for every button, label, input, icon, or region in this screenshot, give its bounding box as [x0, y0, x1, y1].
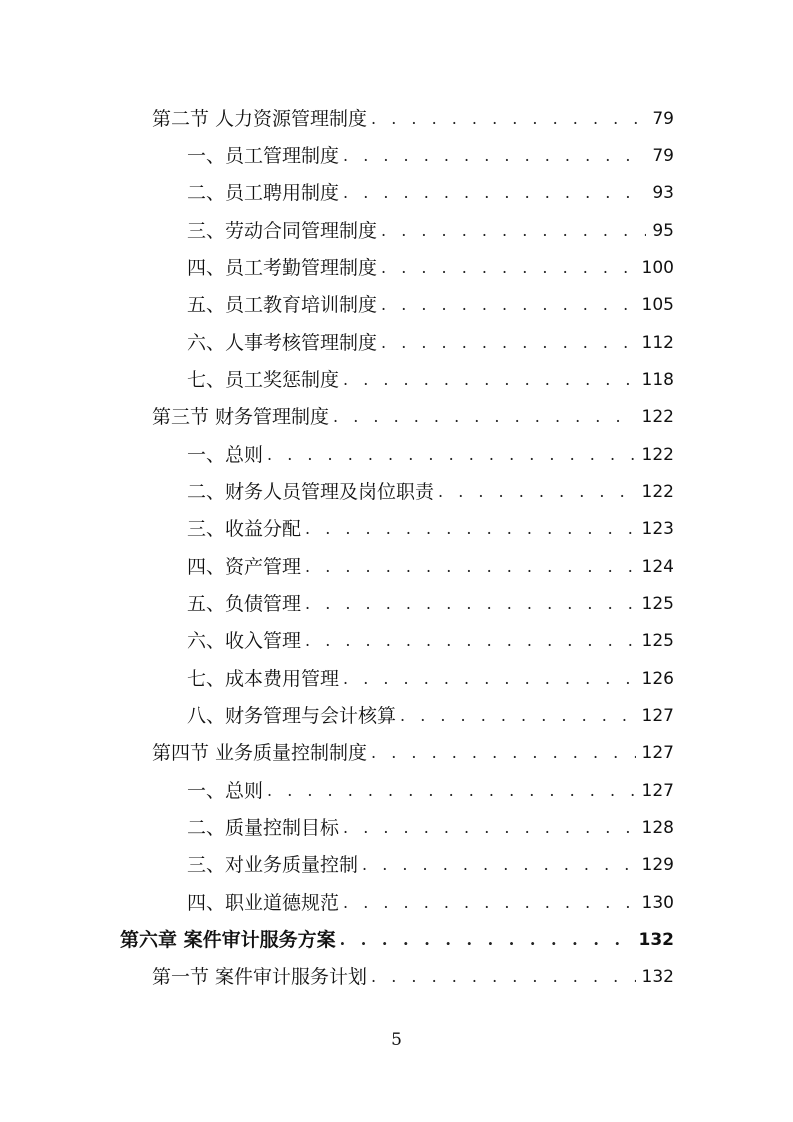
toc-entry[interactable] [187, 365, 674, 395]
toc-entry[interactable] [187, 290, 674, 320]
toc-entry-title: 六、收入管理 [187, 630, 302, 652]
dot-leader [400, 701, 636, 731]
toc-entry-page: 127 [641, 706, 674, 726]
toc-entry-title: 三、对业务质量控制 [187, 854, 359, 876]
toc-entry-title: 二、员工聘用制度 [187, 182, 340, 204]
toc-entry-title: 八、财务管理与会计核算 [187, 705, 397, 727]
dot-leader [267, 440, 636, 470]
toc-entry-page: 79 [652, 146, 674, 166]
dot-leader [381, 328, 636, 358]
toc-entry-page: 129 [641, 855, 674, 875]
toc-entry-page: 130 [641, 893, 674, 913]
toc-entry[interactable] [187, 514, 674, 544]
toc-entry-title: 四、资产管理 [187, 556, 302, 578]
dot-leader [371, 962, 636, 992]
dot-leader [371, 104, 646, 134]
toc-entry[interactable] [187, 141, 674, 171]
toc-entry-page: 128 [641, 818, 674, 838]
dot-leader [371, 738, 636, 768]
toc-entry-section-1[interactable] [152, 962, 674, 992]
dot-leader [362, 850, 636, 880]
toc-entry-title: 五、负债管理 [187, 593, 302, 615]
toc-entry-page: 125 [641, 594, 674, 614]
toc-entry-page: 126 [641, 669, 674, 689]
toc-entry-page: 95 [652, 221, 674, 241]
toc-entry-page: 123 [641, 519, 674, 539]
toc-entry-chapter-6[interactable] [120, 925, 674, 955]
toc-entry-title: 第二节 人力资源管理制度 [152, 108, 368, 130]
toc-entry-title: 二、质量控制目标 [187, 817, 340, 839]
toc-entry-title: 五、员工教育培训制度 [187, 294, 378, 316]
toc-entry-page: 93 [652, 183, 674, 203]
dot-leader [381, 216, 646, 246]
toc-entry-title: 一、总则 [187, 444, 264, 466]
toc-entry-section-3[interactable] [152, 402, 674, 432]
dot-leader [343, 813, 636, 843]
toc-entry-section-4[interactable] [152, 738, 674, 768]
dot-leader [305, 514, 636, 544]
toc-entry[interactable] [187, 626, 674, 656]
dot-leader [340, 925, 633, 955]
dot-leader [305, 552, 636, 582]
toc-entry-page: 122 [641, 407, 674, 427]
toc-entry-page: 79 [652, 109, 674, 129]
toc-entry[interactable] [187, 216, 674, 246]
dot-leader [381, 290, 636, 320]
toc-entry-title: 第四节 业务质量控制制度 [152, 742, 368, 764]
toc-entry-title: 第三节 财务管理制度 [152, 406, 330, 428]
toc-entry[interactable] [187, 178, 674, 208]
dot-leader [343, 365, 636, 395]
toc-entry[interactable] [187, 589, 674, 619]
toc-entry-title: 第六章 案件审计服务方案 [120, 929, 336, 951]
toc-entry[interactable] [187, 253, 674, 283]
dot-leader [333, 402, 636, 432]
toc-entry-title: 一、员工管理制度 [187, 145, 340, 167]
dot-leader [305, 626, 636, 656]
toc-entry-page: 127 [641, 743, 674, 763]
toc-entry-page: 112 [641, 333, 674, 353]
toc-entry[interactable] [187, 664, 674, 694]
toc-entry-title: 二、财务人员管理及岗位职责 [187, 481, 435, 503]
dot-leader [381, 253, 636, 283]
toc-entry-title: 六、人事考核管理制度 [187, 332, 378, 354]
dot-leader [343, 178, 646, 208]
toc-entry-title: 四、职业道德规范 [187, 892, 340, 914]
toc-entry-page: 100 [641, 258, 674, 278]
toc-entry[interactable] [187, 850, 674, 880]
toc-entry-title: 七、成本费用管理 [187, 668, 340, 690]
toc-entry-title: 三、劳动合同管理制度 [187, 220, 378, 242]
dot-leader [305, 589, 636, 619]
dot-leader [343, 664, 636, 694]
toc-entry-page: 122 [641, 445, 674, 465]
dot-leader [343, 141, 646, 171]
page-number: 5 [391, 1030, 402, 1050]
toc-entry-title: 三、收益分配 [187, 518, 302, 540]
toc-entry[interactable] [187, 552, 674, 582]
toc-entry-title: 一、总则 [187, 780, 264, 802]
toc-entry[interactable] [187, 328, 674, 358]
dot-leader [438, 477, 636, 507]
toc-entry-page: 118 [641, 370, 674, 390]
toc-entry[interactable] [187, 888, 674, 918]
toc-entry-page: 127 [641, 781, 674, 801]
dot-leader [343, 888, 636, 918]
toc-entry-page: 125 [641, 631, 674, 651]
dot-leader [267, 776, 636, 806]
toc-entry[interactable] [187, 701, 674, 731]
toc-entry[interactable] [187, 440, 674, 470]
toc-entry[interactable] [187, 813, 674, 843]
toc-entry-title: 七、员工奖惩制度 [187, 369, 340, 391]
toc-entry-page: 124 [641, 557, 674, 577]
toc-entry-page: 105 [641, 295, 674, 315]
toc-entry-page: 122 [641, 482, 674, 502]
toc-entry[interactable] [187, 477, 674, 507]
toc-entry[interactable] [187, 776, 674, 806]
toc-entry-title: 四、员工考勤管理制度 [187, 257, 378, 279]
toc-entry-page: 132 [638, 930, 674, 950]
toc-entry-page: 132 [641, 967, 674, 987]
toc-entry-section-2[interactable] [152, 104, 674, 134]
toc-entry-title: 第一节 案件审计服务计划 [152, 966, 368, 988]
